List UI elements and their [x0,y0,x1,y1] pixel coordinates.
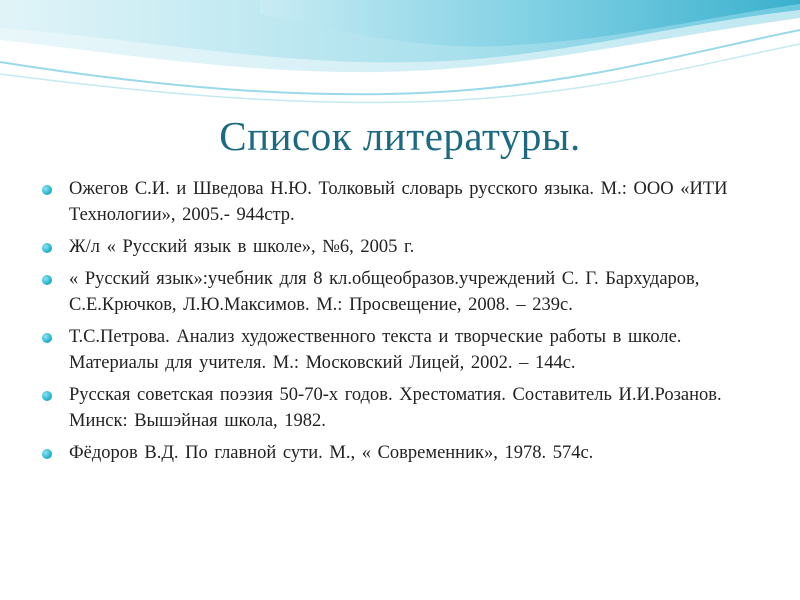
bullet-dot-icon [42,243,52,253]
bibliography-item [42,176,772,228]
bullet-dot-icon [42,391,52,401]
bibliography-item-text: Ожегов С.И. и Шведова Н.Ю. Толковый словарь русского языка. М.: ООО «ИТИ Технологии», 2005.- 944стр. [69,179,728,225]
bibliography-item-text: Русская советская поэзия 50-70-х годов. Хрестоматия. Составитель И.И.Розанов. Минск: Вышэйная школа, 1982. [69,385,722,431]
bibliography-item [42,440,772,466]
decorative-wave-header [0,0,800,110]
bibliography-list [42,176,772,472]
bullet-dot-icon [42,275,52,285]
bullet-dot-icon [42,185,52,195]
bibliography-item [42,234,772,260]
bibliography-item [42,382,772,434]
bibliography-item [42,266,772,318]
slide-title: Список литературы. [219,113,581,159]
bibliography-item-text: « Русский язык»:учебник для 8 кл.общеобразов.учреждений С. Г. Бархударов, С.Е.Крючков, Л.Ю.Максимов. М.: Просвещение, 2008. – 239с. [69,269,700,315]
bullet-dot-icon [42,449,52,459]
bullet-dot-icon [42,333,52,343]
bibliography-item [42,324,772,376]
bibliography-item-text: Фёдоров В.Д. По главной сути. М., « Современник», 1978. 574с. [69,443,594,463]
bibliography-item-text: Ж/л « Русский язык в школе», №6, 2005 г. [69,237,415,257]
bibliography-item-text: Т.С.Петрова. Анализ художественного текста и творческие работы в школе. Материалы для учителя. М.: Московский Лицей, 2002. – 144с. [69,327,682,373]
